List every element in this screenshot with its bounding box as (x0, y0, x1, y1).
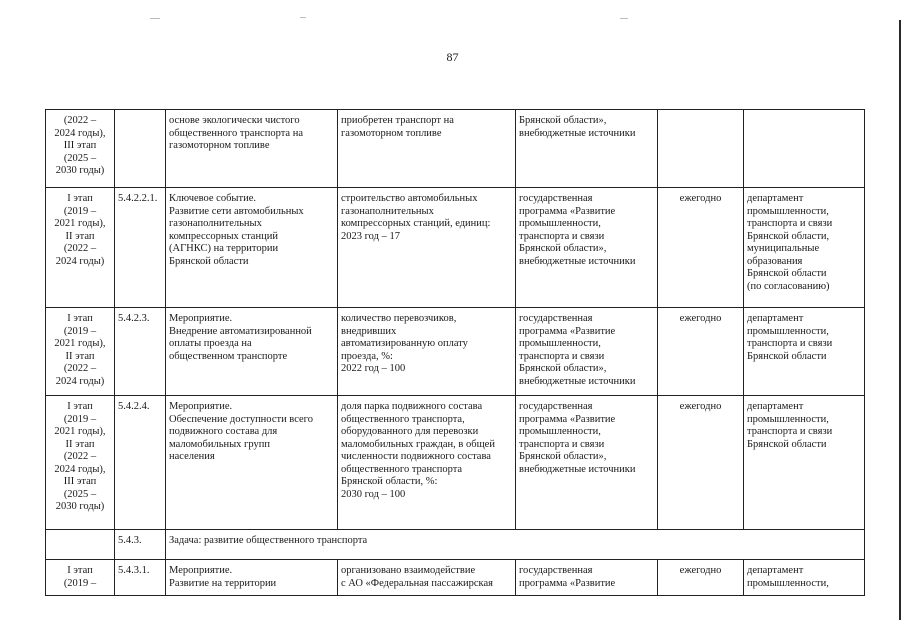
executor-cell (744, 110, 865, 188)
stage-cell: I этап (2019 – 2021 годы), II этап (2022 – 2024 годы), III этап (2025 – 2030 годы) (46, 396, 115, 530)
task-code-cell: 5.4.3. (115, 530, 166, 560)
period-cell: ежегодно (658, 188, 744, 308)
measure-name-cell: Мероприятие. Обеспечение доступности всего подвижного состава для маломобильных групп населения (166, 396, 338, 530)
executor-cell: департамент промышленности, (744, 560, 865, 596)
funding-source-cell: государственная программа «Развитие промышленности, транспорта и связи Брянской области», внебюджетные источники (516, 308, 658, 396)
page-number: 87 (446, 50, 459, 64)
scan-speck (300, 17, 306, 18)
table-row (46, 560, 865, 596)
stage-cell (46, 530, 115, 560)
executor-cell: департамент промышленности, транспорта и связи Брянской области, муниципальные образования Брянской области (по согласованию) (744, 188, 865, 308)
stage-cell: I этап (2019 – 2021 годы), II этап (2022 – 2024 годы) (46, 308, 115, 396)
indicator-cell: количество перевозчиков, внедривших автоматизированную оплату проезда, %: 2022 год – 100 (338, 308, 516, 396)
executor-cell: департамент промышленности, транспорта и связи Брянской области (744, 396, 865, 530)
code-cell: 5.4.2.3. (115, 308, 166, 396)
code-cell: 5.4.2.2.1. (115, 188, 166, 308)
stage-cell: I этап (2019 – (46, 560, 115, 596)
scan-speck (150, 18, 160, 19)
code-cell: 5.4.2.4. (115, 396, 166, 530)
funding-source-cell: Брянской области», внебюджетные источники (516, 110, 658, 188)
stage-cell: I этап (2019 – 2021 годы), II этап (2022 – 2024 годы) (46, 188, 115, 308)
funding-source-cell: государственная программа «Развитие промышленности, транспорта и связи Брянской области», внебюджетные источники (516, 188, 658, 308)
code-cell (115, 110, 166, 188)
table-row (46, 110, 865, 188)
funding-source-cell: государственная программа «Развитие промышленности, транспорта и связи Брянской области», внебюджетные источники (516, 396, 658, 530)
stage-cell: (2022 – 2024 годы), III этап (2025 – 2030 годы) (46, 110, 115, 188)
measure-name-cell: основе экологически чистого общественного транспорта на газомоторном топливе (166, 110, 338, 188)
period-cell (658, 110, 744, 188)
executor-cell: департамент промышленности, транспорта и связи Брянской области (744, 308, 865, 396)
indicator-cell: строительство автомобильных газонаполнительных компрессорных станций, единиц: 2023 год – 17 (338, 188, 516, 308)
funding-source-cell: государственная программа «Развитие (516, 560, 658, 596)
period-cell: ежегодно (658, 308, 744, 396)
page-edge-rule (899, 20, 901, 620)
measures-table (45, 109, 865, 596)
measure-name-cell: Ключевое событие. Развитие сети автомобильных газонаполнительных компрессорных станций (АГНКС) на территории Брянской области (166, 188, 338, 308)
measure-name-cell: Мероприятие. Развитие на территории (166, 560, 338, 596)
indicator-cell: приобретен транспорт на газомоторном топливе (338, 110, 516, 188)
table-row (46, 308, 865, 396)
indicator-cell: доля парка подвижного состава общественного транспорта, оборудованного для перевозки маломобильных граждан, в общей численности подвижного состава общественного транспорта Брянской области, %: 2030 год – 100 (338, 396, 516, 530)
code-cell: 5.4.3.1. (115, 560, 166, 596)
table-row (46, 396, 865, 530)
task-row (46, 530, 865, 560)
period-cell: ежегодно (658, 396, 744, 530)
table-row (46, 188, 865, 308)
measure-name-cell: Мероприятие. Внедрение автоматизированной оплаты проезда на общественном транспорте (166, 308, 338, 396)
period-cell: ежегодно (658, 560, 744, 596)
indicator-cell: организовано взаимодействие с АО «Федеральная пассажирская (338, 560, 516, 596)
scan-speck (620, 18, 628, 19)
task-title-cell: Задача: развитие общественного транспорта (166, 530, 865, 560)
